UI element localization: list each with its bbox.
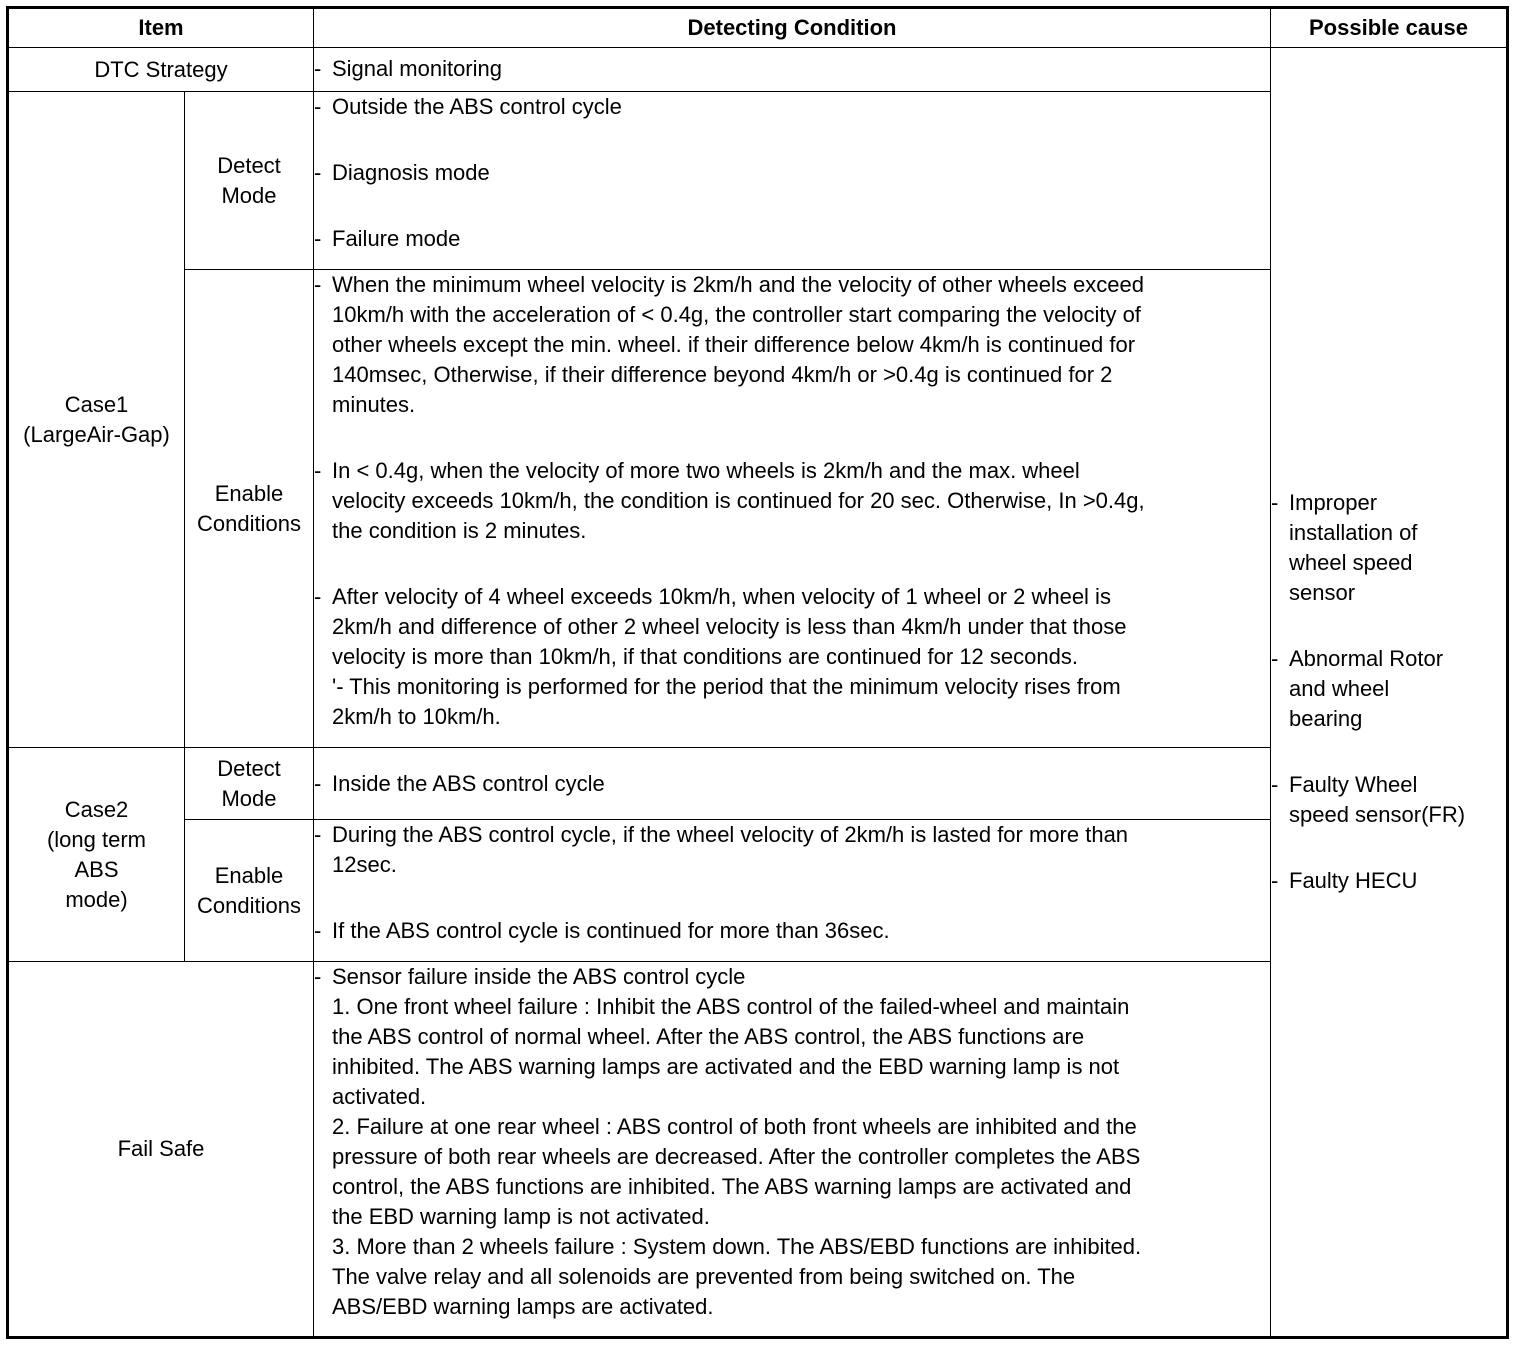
case1-enable-item3: After velocity of 4 wheel exceeds 10km/h, when velocity of 1 wheel or 2 wheel is 2km/h and difference of other 2 wheel velocity is less than 4km/h under that those velocity is more than 10km/h, if that conditions are continued for 12 seconds. '- This monitoring is performed for the period that the minimum velocity rises from 2km/h to 10km/h.	[332, 584, 1127, 729]
case2-label-line4: mode)	[65, 886, 128, 912]
case2-label-line3: ABS	[74, 856, 119, 882]
case1-label	[8, 92, 185, 748]
case1-detect-item-failure: Failure mode	[332, 226, 461, 251]
case2-detect-mode-label	[185, 748, 314, 820]
case2-detect-item: Inside the ABS control cycle	[332, 770, 605, 796]
case1-label-line1: Case1	[64, 391, 129, 417]
cause-faulty-hecu: Faulty HECU	[1289, 868, 1418, 893]
case2-label	[8, 748, 185, 962]
case2-detect-label-line1: Detect	[217, 755, 281, 781]
case2-enable-conditions-text: - During the ABS control cycle, if the wheel velocity of 2km/h is lasted for more than 12sec. - If the ABS control cycle is continued for more than 36sec.	[314, 820, 1271, 962]
dtc-table	[6, 6, 1509, 1339]
cause-faulty-wheel-sensor: Faulty Wheel speed sensor(FR)	[1289, 772, 1466, 827]
row-dtc-strategy	[8, 48, 1508, 92]
case1-detect-label-line1: Detect	[217, 152, 281, 178]
case1-label-line2: (LargeAir-Gap)	[23, 421, 170, 447]
case2-enable-label-line2: Conditions	[197, 892, 301, 918]
fail-safe-conditions: - Sensor failure inside the ABS control cycle 1. One front wheel failure : Inhibit the ABS control of the failed-wheel and maintain the ABS control of normal wheel. After the ABS control, the ABS functions are inhibited. The ABS warning lamps are activated and the EBD warning lamp is not activated. 2. Failure at one rear wheel : ABS control of both front wheels are inhibited and the pressure of both rear wheels are decreased. After the controller completes the ABS control, the ABS functions are inhibited. The ABS warning lamps are activated and the EBD warning lamp is not activated. 3. More than 2 wheels failure : System down. The ABS/EBD functions are inhibited. The valve relay and all solenoids are prevented from being switched on. The ABS/EBD warning lamps are activated.	[314, 962, 1271, 1338]
case1-enable-label-line2: Conditions	[197, 510, 301, 536]
case2-enable-item1: During the ABS control cycle, if the wheel velocity of 2km/h is lasted for more than 12sec.	[332, 822, 1129, 877]
case2-enable-label-line1: Enable	[214, 862, 284, 888]
case2-label-line1: Case2	[64, 796, 129, 822]
case1-detect-mode-label	[185, 92, 314, 270]
case1-detect-item-outside: Outside the ABS control cycle	[332, 94, 622, 119]
dtc-strategy-label: DTC Strategy	[8, 48, 314, 92]
case2-detect-label-line2: Mode	[221, 785, 277, 811]
fail-safe-text: Sensor failure inside the ABS control cycle 1. One front wheel failure : Inhibit the ABS control of the failed-wheel and maintain the ABS control of normal wheel. After the ABS control, the ABS functions are inhibited. The ABS warning lamps are activated and the EBD warning lamp is not activated. 2. Failure at one rear wheel : ABS control of both front wheels are inhibited and the pressure of both rear wheels are decreased. After the controller completes the ABS control, the ABS functions are inhibited. The ABS warning lamps are activated and the EBD warning lamp is not activated. 3. More than 2 wheels failure : System down. The ABS/EBD functions are inhibited. The valve relay and all solenoids are prevented from being switched on. The ABS/EBD warning lamps are activated.	[332, 964, 1142, 1319]
case1-enable-label-line1: Enable	[214, 480, 284, 506]
header-possible-cause: Possible cause	[1271, 8, 1508, 48]
case1-enable-item2: In < 0.4g, when the velocity of more two wheels is 2km/h and the max. wheel velocity exceeds 10km/h, the condition is continued for 20 sec. Otherwise, In >0.4g, the condition is 2 minutes.	[332, 458, 1145, 543]
case1-enable-conditions-text: - When the minimum wheel velocity is 2km/h and the velocity of other wheels exceed 10km/h with the acceleration of < 0.4g, the controller start comparing the velocity of other wheels except the min. wheel. if their difference below 4km/h is continued for 140msec, Otherwise, if their difference beyond 4km/h or >0.4g is continued for 2 minutes. - In < 0.4g, when the velocity of more two wheels is 2km/h and the max. wheel velocity exceeds 10km/h, the condition is continued for 20 sec. Otherwise, In >0.4g, the condition is 2 minutes. - After velocity of 4 wheel exceeds 10km/h, when velocity of 1 wheel or 2 wheel is 2km/h and difference of other 2 wheel velocity is less than 4km/h under that those velocity is more than 10km/h, if that conditions are continued for 12 seconds. '- This monitoring is performed for the period that the minimum velocity rises from 2km/h to 10km/h.	[314, 270, 1271, 748]
dtc-strategy-condition: - Signal monitoring	[314, 48, 1271, 92]
fail-safe-label: Fail Safe	[8, 962, 314, 1338]
header-row	[8, 8, 1508, 48]
case2-detect-mode-condition: - Inside the ABS control cycle	[314, 748, 1271, 820]
dtc-strategy-text: Signal monitoring	[332, 56, 502, 81]
case2-enable-item2: If the ABS control cycle is continued for more than 36sec.	[332, 918, 890, 943]
header-item: Item	[8, 8, 314, 48]
cause-improper-installation: Improper installation of wheel speed sensor	[1289, 490, 1418, 605]
case1-detect-mode-conditions: - Outside the ABS control cycle - Diagnosis mode - Failure mode	[314, 92, 1271, 270]
case1-enable-label	[185, 270, 314, 748]
case2-label-line2: (long term	[46, 826, 147, 852]
case2-enable-label	[185, 820, 314, 962]
cause-abnormal-rotor: Abnormal Rotor and wheel bearing	[1289, 646, 1444, 731]
case1-detect-item-diagnosis: Diagnosis mode	[332, 160, 490, 185]
possible-cause-cell: - Improper installation of wheel speed sensor - Abnormal Rotor and wheel bearing - Faulty Wheel speed sensor(FR) - Faulty HECU	[1271, 48, 1508, 1338]
case1-detect-label-line2: Mode	[221, 182, 277, 208]
case1-enable-item1: When the minimum wheel velocity is 2km/h and the velocity of other wheels exceed 10km/h with the acceleration of < 0.4g, the controller start comparing the velocity of other wheels except the min. wheel. if their difference below 4km/h is continued for 140msec, Otherwise, if their difference beyond 4km/h or >0.4g is continued for 2 minutes.	[332, 272, 1144, 417]
header-detecting-condition: Detecting Condition	[314, 8, 1271, 48]
